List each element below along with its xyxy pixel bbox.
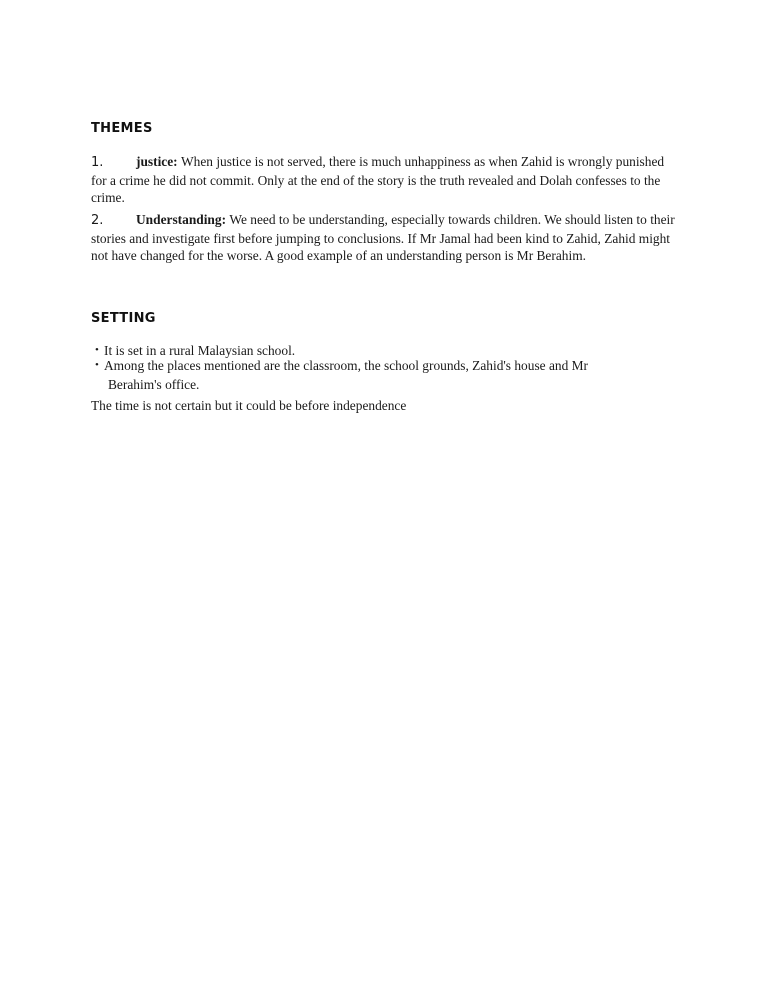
- bullet-text-continued: Berahim's office.: [108, 377, 200, 392]
- bullet-text: Among the places mentioned are the classroom, the school grounds, Zahid's house and Mr: [104, 358, 588, 373]
- theme-text: We need to be understanding, especially towards children. We should listen to their stories and investigate first before jumping to conclusions. If Mr Jamal had been kind to Zahid, Zahid might not have changed for the worse. A good example of an understanding person is Mr Berahim.: [91, 212, 675, 264]
- theme-item-understanding: [91, 211, 681, 265]
- bullet-icon: •: [95, 359, 99, 371]
- list-item: [91, 343, 681, 358]
- theme-term: justice:: [136, 154, 178, 169]
- setting-time-text: The time is not certain but it could be before independence: [91, 398, 407, 413]
- theme-text: When justice is not served, there is much unhappiness as when Zahid is wrongly punished for a crime he did not commit. Only at the end of the story is the truth revealed and Dolah confesses to the crime.: [91, 154, 665, 206]
- bullet-icon: •: [95, 344, 99, 356]
- theme-item-justice: [91, 153, 681, 207]
- bullet-text: It is set in a rural Malaysian school.: [104, 343, 296, 358]
- list-item: [91, 358, 681, 392]
- theme-number: 2.: [91, 213, 104, 228]
- setting-heading: SETTING: [91, 311, 156, 326]
- themes-heading: THEMES: [91, 121, 153, 136]
- theme-term: Understanding:: [136, 212, 227, 227]
- theme-number: 1.: [91, 155, 104, 170]
- setting-bullet-list: [91, 343, 681, 392]
